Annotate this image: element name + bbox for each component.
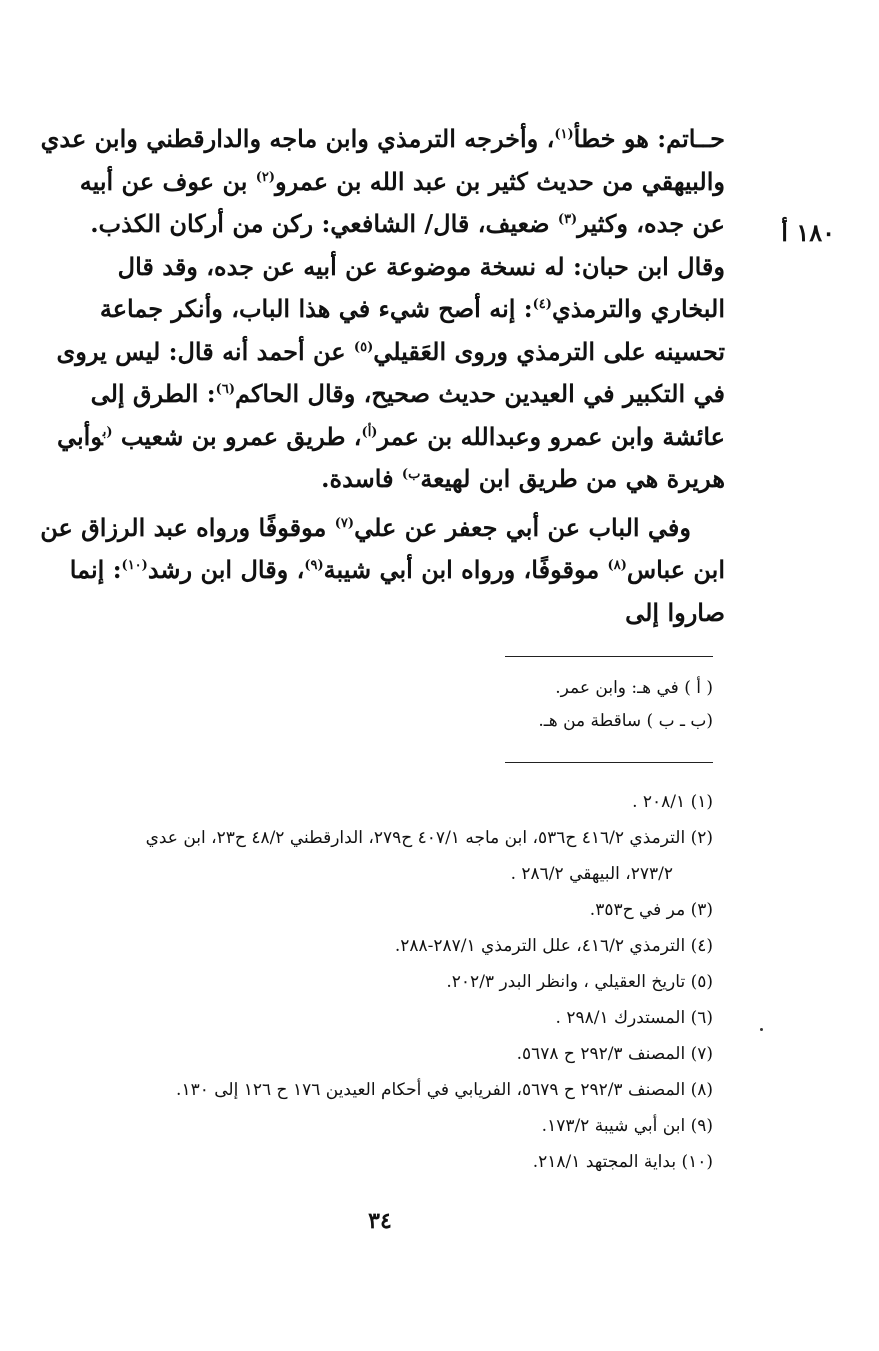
footnote: (٢) الترمذي ٤١٦/٢ ح٥٣٦، ابن ماجه ٤٠٧/١ ح٢٧٩، الدارقطني ٤٨/٢ ح٢٣، ابن عدي xyxy=(145,828,713,848)
footnote: (٧) المصنف ٢٩٢/٣ ح ٥٦٧٨. xyxy=(516,1044,713,1064)
footnote: (٥) تاريخ العقيلي ، وانظر البدر ٢٠٢/٣. xyxy=(446,972,713,992)
footnote-ref: (٤) xyxy=(532,297,552,312)
main-text xyxy=(40,118,725,634)
divider-bottom xyxy=(505,762,713,763)
footnote-ref: (٨) xyxy=(607,558,627,573)
footnote: (١٠) بداية المجتهد ٢١٨/١. xyxy=(532,1152,713,1172)
manuscript-folio-marker: ١٨٠ أ xyxy=(781,218,835,247)
variant-ref: ب) xyxy=(401,467,421,482)
text-segment: ، وأخرجه الترمذي وابن ماجه والدارقطني وابن عدي والبيهقي من حديث كثير بن عبد الله بن عمرو xyxy=(40,124,725,196)
variant-note: (ب ـ ب ) ساقطة من هـ. xyxy=(538,711,713,731)
divider-top xyxy=(505,656,713,657)
footnote-ref: (٢) xyxy=(255,169,276,185)
footnote-continuation: ٢٧٣/٢، البيهقي ٢٨٦/٢ . xyxy=(510,864,673,884)
text-segment: موقوفًا، ورواه ابن أبي شيبة xyxy=(323,555,608,584)
footnotes xyxy=(40,784,713,1180)
stray-mark xyxy=(760,1028,763,1031)
footnote: (١) ٢٠٨/١ . xyxy=(632,792,713,812)
footnote: (٣) مر في ح٣٥٣. xyxy=(589,900,713,920)
text-segment: بن عوف عن أبيه عن جده، وكثير xyxy=(79,166,725,238)
text-segment: فاسدة. xyxy=(321,464,402,493)
paragraph-1 xyxy=(40,118,725,501)
text-segment: وفي الباب عن أبي جعفر عن علي xyxy=(354,512,691,542)
page-number: ٣٤ xyxy=(368,1208,392,1234)
footnote: (٤) الترمذي ٤١٦/٢، علل الترمذي ٢٨٧/١-٢٨٨. xyxy=(394,936,713,956)
paragraph-2 xyxy=(40,507,725,635)
footnote: (٦) المستدرك ٢٩٨/١ . xyxy=(555,1008,713,1028)
text-segment: : إنما صاروا إلى xyxy=(69,555,725,627)
text-segment: : الطرق إلى عائشة وابن عمرو وعبدالله بن عمر xyxy=(90,379,725,451)
text-segment: وأبي هريرة هي من طريق ابن لهيعة xyxy=(56,421,725,493)
text-segment: ، وقال ابن رشد xyxy=(147,555,305,584)
footnote-ref: (٧) xyxy=(334,515,355,531)
text-segment: ، طريق عمرو بن شعيب xyxy=(112,421,362,451)
text-segment: حــاتم: هو خطأ xyxy=(573,124,725,153)
variant-ref: (أ) xyxy=(361,424,378,440)
text-segment: موقوفًا ورواه عبد الرزاق عن ابن عباس xyxy=(40,512,725,584)
footnote-ref: (١) xyxy=(554,127,574,142)
variant-notes xyxy=(80,672,713,738)
footnote: (٩) ابن أبي شيبة ١٧٣/٢. xyxy=(541,1116,713,1136)
footnote-ref: (١٠) xyxy=(121,558,148,573)
footnote: (٨) المصنف ٢٩٢/٣ ح ٥٦٧٩، الفريابي في أحكام العيدين ١٧٦ ح ١٢٦ إلى ١٣٠. xyxy=(176,1080,713,1100)
text-segment: ضعيف، قال/ الشافعي: ركن من أركان الكذب. وقال ابن حبان: له نسخة موضوعة عن أبيه عن جده، وقد قال البخاري والترمذي xyxy=(90,209,725,323)
footnote-ref: (٣) xyxy=(557,212,578,227)
variant-ref: (ب xyxy=(102,424,113,440)
footnote-ref: (٩) xyxy=(304,558,324,573)
variant-note: ( أ ) في هـ: وابن عمر. xyxy=(555,678,713,698)
footnote-ref: (٥) xyxy=(353,339,374,355)
footnote-ref: (٦) xyxy=(215,382,235,397)
text-segment: : إنه أصح شيء في هذا الباب، وأنكر جماعة تحسينه على الترمذي وروى العَقيلي xyxy=(99,294,725,366)
text-segment: عن أحمد أنه قال: ليس يروى في التكبير في العيدين حديث صحيح، وقال الحاكم xyxy=(56,336,725,408)
